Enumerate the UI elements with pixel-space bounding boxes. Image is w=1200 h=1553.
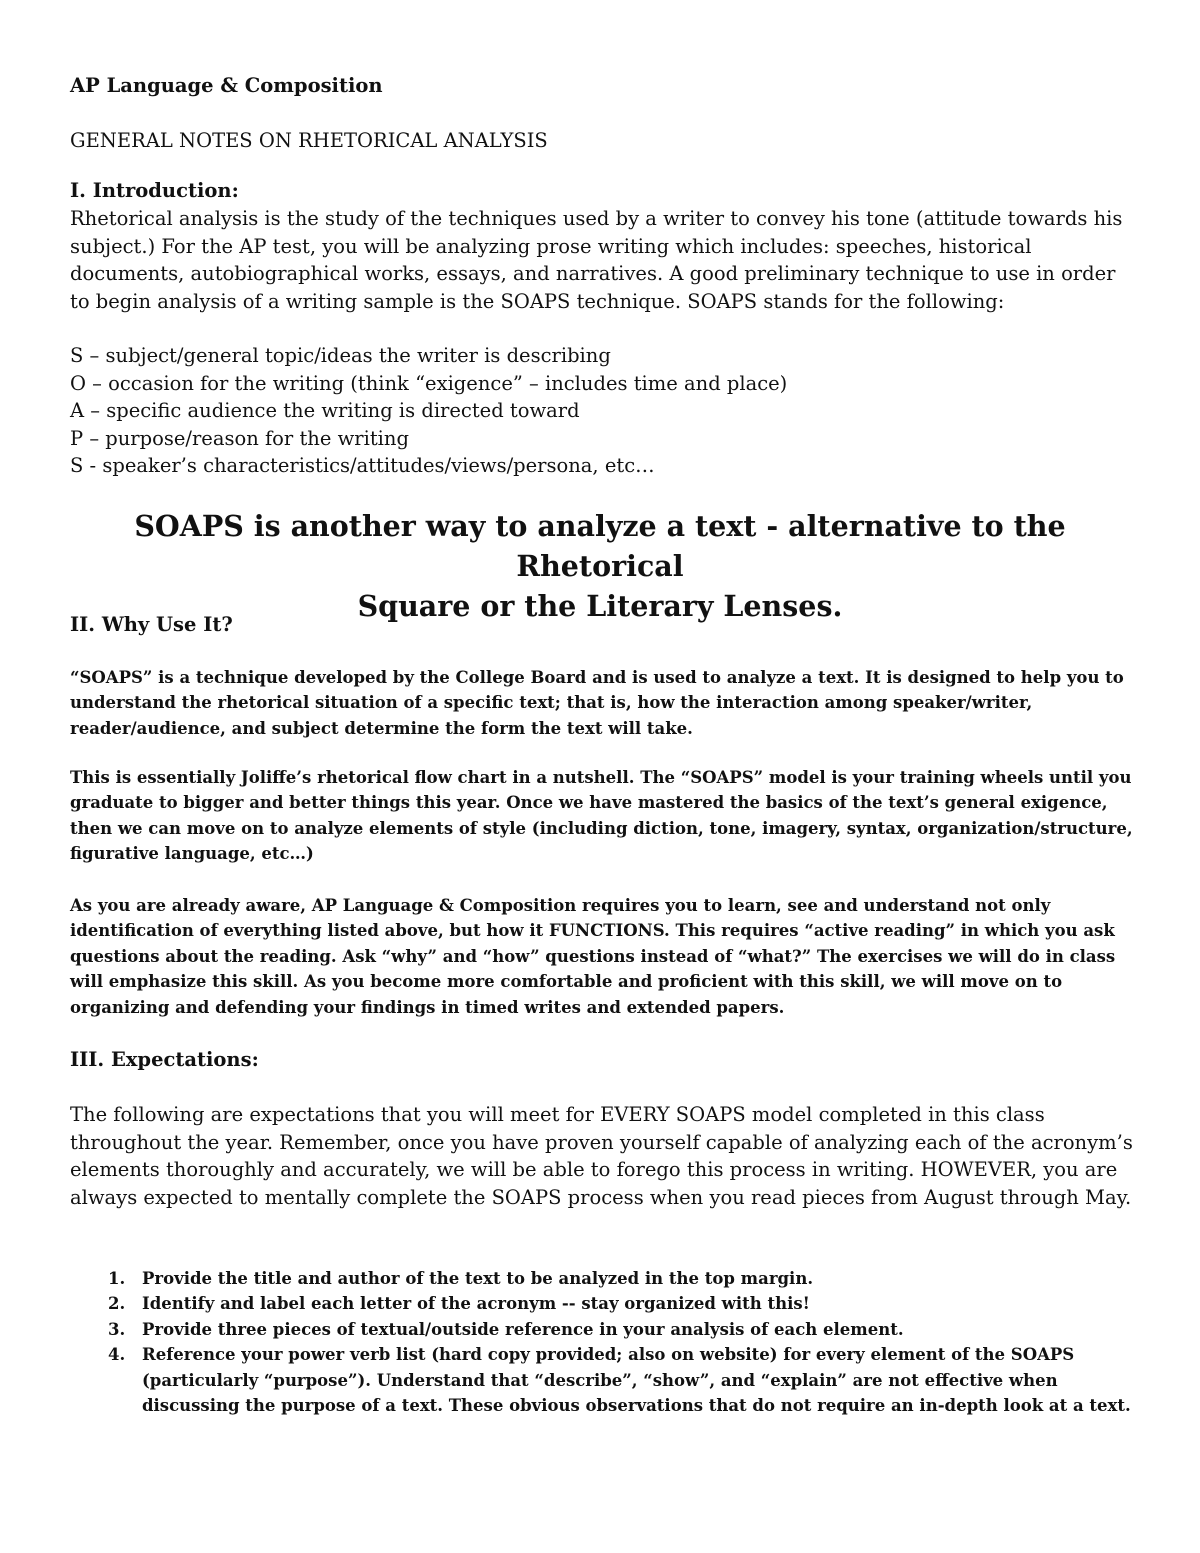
expectation-item: [70, 1291, 1140, 1316]
document-title: GENERAL NOTES ON RHETORICAL ANALYSIS: [70, 129, 548, 152]
expectation-item: [70, 1342, 1140, 1418]
why-heading: II. Why Use It?: [70, 613, 233, 636]
course-title: AP Language & Composition: [70, 74, 383, 97]
expectations-heading: III. Expectations:: [70, 1048, 259, 1071]
soaps-item-audience: A – specific audience the writing is directed toward: [70, 399, 580, 422]
soaps-item-speaker: S - speaker’s characteristics/attitudes/views/persona, etc…: [70, 454, 655, 477]
expectation-number: 2.: [108, 1294, 126, 1314]
expectation-item: [70, 1266, 1140, 1291]
expectation-number: 1.: [108, 1269, 126, 1288]
soaps-item-purpose: P – purpose/reason for the writing: [70, 426, 409, 450]
why-paragraph-1: “SOAPS” is a technique developed by the College Board and is used to analyze a text. It is designed to help you to understand the rhetorical situation of a specific text; that is, how the interaction among speaker/writer, reader/audience, and subject determine the form the text will take.: [70, 668, 1124, 738]
expectation-number: 4.: [108, 1345, 126, 1365]
expectation-text: Reference your power verb list (hard copy provided; also on website) for every element of the SOAPS (particularly “purpose”). Understand that “describe”, “show”, and “explain” are not effective when discussing the purpose of a text. These obvious observations that do not require an in-depth look at a text.: [142, 1345, 1131, 1416]
expectation-text: Provide the title and author of the text to be analyzed in the top margin.: [142, 1269, 814, 1288]
soaps-callout-line-1: SOAPS is another way to analyze a text - alternative to the Rhetorical: [134, 509, 1066, 583]
soaps-item-occasion: O – occasion for the writing (think “exigence” – includes time and place): [70, 371, 788, 395]
soaps-list: [70, 342, 1140, 480]
intro-heading: I. Introduction:: [70, 179, 239, 202]
soaps-callout-line-2: Square or the Literary Lenses.: [357, 589, 843, 623]
intro-body: Rhetorical analysis is the study of the techniques used by a writer to convey his tone (attitude towards his subject.) For the AP test, you will be analyzing prose writing which includes: speeches, historical documents, autobiographical works, essays, and narratives. A good preliminary technique to use in order to begin analysis of a writing sample is the SOAPS technique. SOAPS stands for the following:: [70, 207, 1123, 313]
expectation-text: Identify and label each letter of the acronym -- stay organized with this!: [142, 1294, 810, 1314]
expectation-text: Provide three pieces of textual/outside reference in your analysis of each element.: [142, 1319, 904, 1339]
soaps-item-subject: S – subject/general topic/ideas the writer is describing: [70, 344, 611, 367]
expectation-number: 3.: [108, 1319, 126, 1339]
expectations-body: The following are expectations that you will meet for EVERY SOAPS model completed in this class throughout the year. Remember, once you have proven yourself capable of analyzing each of the acronym’s elements thoroughly and accurately, we will be able to forego this process in writing. HOWEVER, you are always expected to mentally complete the SOAPS process when you read pieces from August through May.: [70, 1103, 1133, 1209]
expectations-list: [70, 1266, 1140, 1418]
soaps-callout: [70, 506, 1130, 626]
why-paragraph-3: As you are already aware, AP Language & Composition requires you to learn, see and understand not only identification of everything listed above, but how it FUNCTIONS. This requires “active reading” in which you ask questions about the reading. Ask “why” and “how” questions instead of “what?” The exercises we will do in class will emphasize this skill. As you become more comfortable and proficient with this skill, we will move on to organizing and defending your findings in timed writes and extended papers.: [70, 896, 1116, 1017]
expectation-item: [70, 1317, 1140, 1342]
why-paragraph-2: This is essentially Joliffe’s rhetorical flow chart in a nutshell. The “SOAPS” model is your training wheels until you graduate to bigger and better things this year. Once we have mastered the basics of the text’s general exigence, then we can move on to analyze elements of style (including diction, tone, imagery, syntax, organization/structure, figurative language, etc…): [70, 768, 1133, 864]
